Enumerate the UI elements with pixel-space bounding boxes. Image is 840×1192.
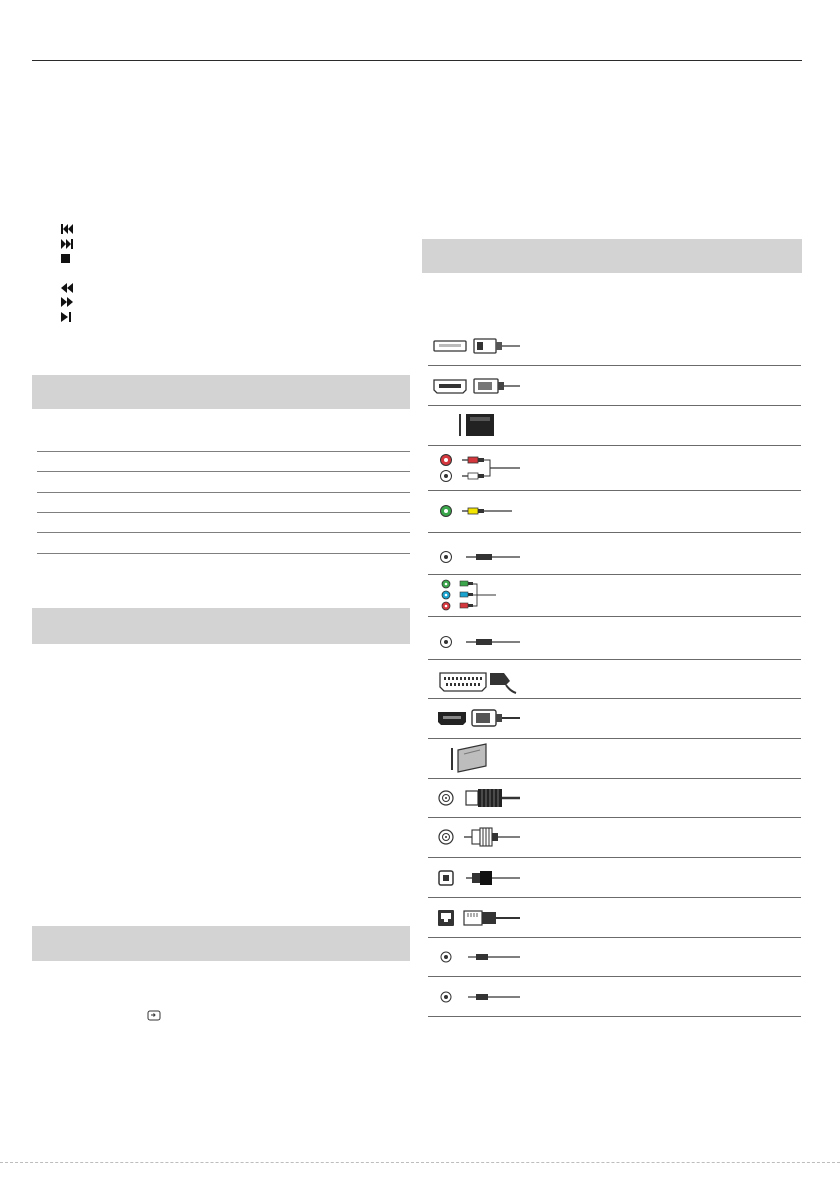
table-row-divider	[37, 553, 410, 554]
connector-row-divider	[428, 405, 801, 406]
headphone-connector-icon	[430, 633, 530, 653]
skip-next-icon	[60, 238, 74, 250]
mini-jack-connector-icon-2	[430, 948, 530, 968]
stop-icon	[60, 253, 74, 265]
left-banner-2	[32, 608, 410, 644]
sd-card-connector-icon	[430, 412, 530, 438]
connector-row-divider	[428, 365, 801, 366]
input-source-icon	[147, 1009, 161, 1027]
optical-audio-connector-icon	[430, 867, 530, 889]
header-rule	[32, 60, 802, 61]
play-pause-icon	[60, 311, 74, 323]
connector-row-divider	[428, 616, 801, 617]
audio-rca-connector-icon	[430, 452, 530, 484]
satellite-connector-icon	[430, 826, 530, 848]
table-row-divider	[37, 471, 410, 472]
table-row-divider	[37, 512, 410, 513]
rewind-icon	[60, 282, 74, 294]
connector-row-divider	[428, 897, 801, 898]
fast-forward-icon	[60, 296, 74, 308]
video-composite-connector-icon	[430, 502, 530, 522]
connector-row-divider	[428, 1016, 801, 1017]
table-row-divider	[37, 492, 410, 493]
connector-row-divider	[428, 937, 801, 938]
usb-connector-icon	[430, 336, 530, 356]
page-bottom-rule	[0, 1162, 840, 1163]
right-banner-1	[422, 239, 802, 273]
left-banner-3	[32, 926, 410, 961]
skip-previous-icon	[60, 223, 74, 235]
connector-row-divider	[428, 659, 801, 660]
connector-row-divider	[428, 445, 801, 446]
mini-jack-connector-icon-3	[430, 988, 530, 1008]
connector-row-divider	[428, 738, 801, 739]
left-banner-1	[32, 375, 410, 409]
table-row-divider	[37, 451, 410, 452]
hdmi-connector-icon-2	[430, 708, 530, 728]
scart-connector-icon	[430, 669, 530, 695]
connector-row-divider	[428, 817, 801, 818]
connector-row-divider	[428, 574, 801, 575]
ci-card-slot-icon	[430, 742, 530, 774]
antenna-connector-icon	[430, 787, 530, 809]
table-row-divider	[37, 532, 410, 533]
connector-row-divider	[428, 698, 801, 699]
connector-row-divider	[428, 532, 801, 533]
mini-jack-connector-icon	[430, 548, 530, 568]
component-ypbpr-connector-icon	[430, 578, 530, 612]
connector-row-divider	[428, 976, 801, 977]
connector-row-divider	[428, 778, 801, 779]
connector-row-divider	[428, 857, 801, 858]
hdmi-connector-icon	[430, 376, 530, 396]
connector-row-divider	[428, 490, 801, 491]
lan-connector-icon	[430, 907, 530, 929]
